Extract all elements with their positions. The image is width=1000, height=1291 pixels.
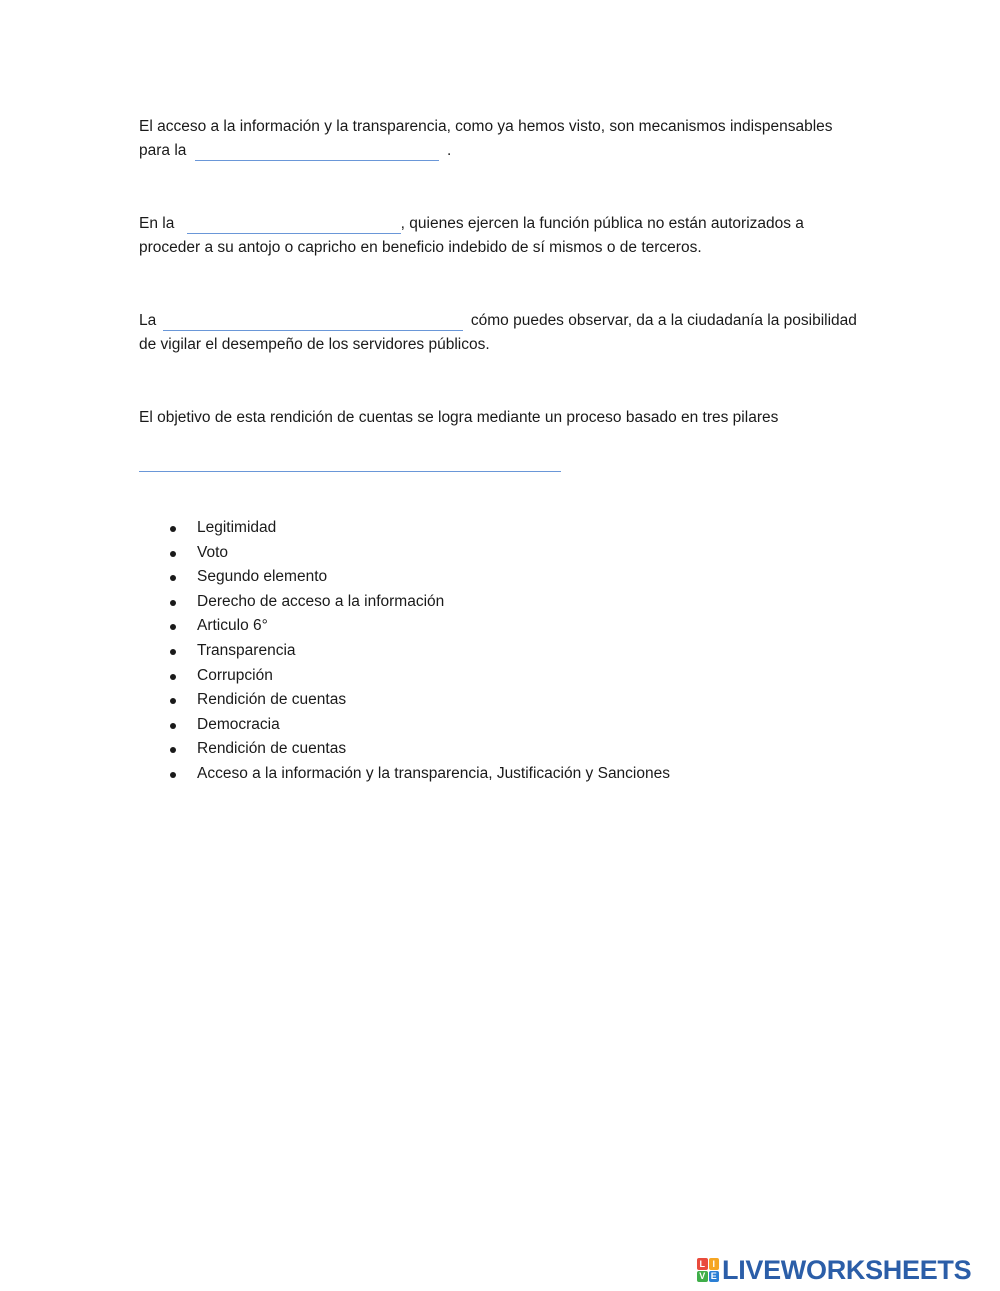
list-item (165, 688, 670, 713)
bullet-icon (170, 723, 176, 729)
list-item (165, 664, 670, 689)
paragraph-1-text-before: El acceso a la información y la transparencia, como ya hemos visto, son mecanismos indispensables para la (139, 118, 833, 159)
word-bank-item: Rendición de cuentas (197, 740, 347, 758)
list-item (165, 590, 670, 615)
paragraph-1-text-after: . (447, 141, 452, 159)
paragraph-4-text: El objetivo de esta rendición de cuentas se logra mediante un proceso basado en tres pilares (139, 409, 779, 426)
answer-blank-2[interactable] (187, 218, 401, 234)
paragraph-2 (139, 212, 859, 259)
paragraph-3-text-before: La (139, 312, 157, 329)
bullet-icon (170, 747, 176, 753)
answer-blank-3[interactable] (163, 315, 463, 331)
answer-blank-4[interactable] (139, 456, 561, 472)
paragraph-2-text-before: En la (139, 215, 175, 232)
logo-letter-e: E (709, 1271, 720, 1283)
list-item (165, 541, 670, 566)
bullet-icon (170, 526, 176, 532)
paragraph-3 (139, 309, 859, 356)
bullet-icon (170, 649, 176, 655)
liveworksheets-brand (697, 1256, 971, 1284)
word-bank-list (165, 516, 670, 787)
logo-letter-i: I (709, 1258, 720, 1270)
bullet-icon (170, 698, 176, 704)
bullet-icon (170, 575, 176, 581)
word-bank-item: Transparencia (197, 641, 296, 659)
word-bank-item: Articulo 6° (197, 617, 268, 635)
answer-blank-1[interactable] (195, 145, 439, 161)
word-bank-item: Corrupción (197, 666, 273, 684)
bullet-icon (170, 674, 176, 680)
list-item (165, 614, 670, 639)
bullet-icon (170, 600, 176, 606)
word-bank-item: Acceso a la información y la transparencia, Justificación y Sanciones (197, 764, 670, 782)
word-bank-item: Legitimidad (197, 519, 277, 536)
word-bank-item: Derecho de acceso a la información (197, 592, 445, 610)
paragraph-4 (139, 406, 859, 430)
word-bank-item: Voto (197, 543, 229, 561)
bullet-icon (170, 624, 176, 630)
logo-letter-v: V (697, 1271, 708, 1283)
word-bank-item: Segundo elemento (197, 568, 328, 586)
word-bank-item: Democracia (197, 715, 280, 733)
liveworksheets-logo-icon (697, 1258, 719, 1282)
paragraph-2-text-after: , quienes ejercen la función pública no están autorizados a proceder a su antojo o capricho en beneficio indebido de sí mismos o de terceros. (139, 215, 804, 256)
paragraph-3-text-after: cómo puedes observar, da a la ciudadanía la posibilidad de vigilar el desempeño de los servidores públicos. (139, 312, 857, 353)
list-item (165, 516, 670, 541)
list-item (165, 565, 670, 590)
list-item (165, 639, 670, 664)
paragraph-1 (139, 115, 859, 162)
brand-name: LIVEWORKSHEETS (722, 1254, 972, 1285)
bullet-icon (170, 551, 176, 557)
bullet-icon (170, 772, 176, 778)
list-item (165, 737, 670, 762)
list-item (165, 762, 670, 787)
list-item (165, 713, 670, 738)
logo-letter-l: L (697, 1258, 708, 1270)
word-bank-item: Rendición de cuentas (197, 691, 347, 709)
